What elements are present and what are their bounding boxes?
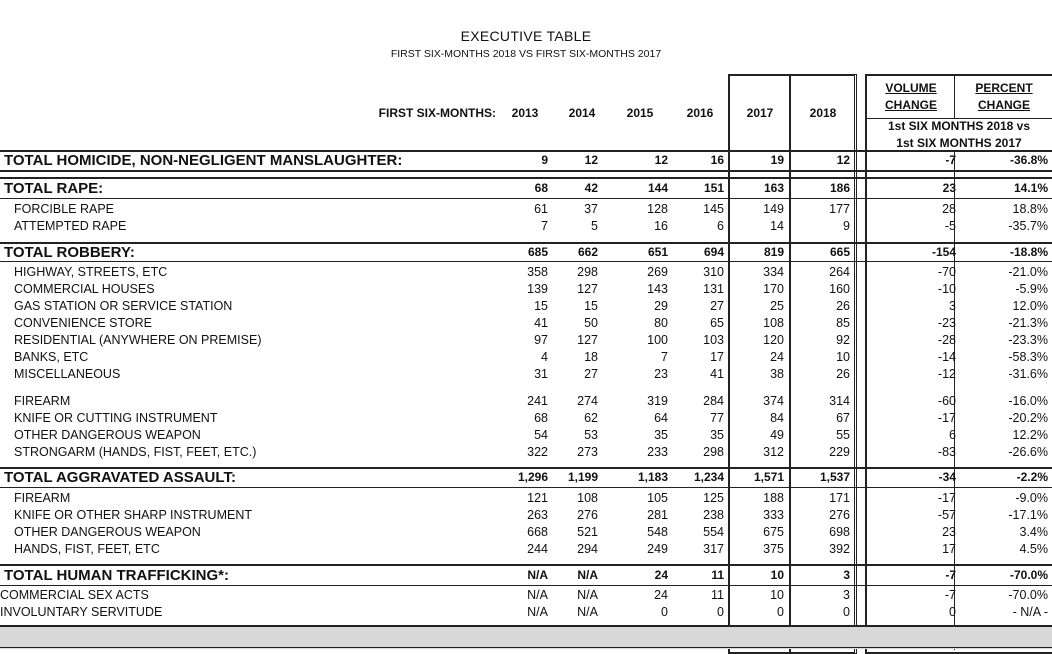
cell-2013: N/A [527, 588, 548, 602]
cell-volume-change: -7 [945, 153, 956, 167]
cell-percent-change: 4.5% [1019, 542, 1048, 556]
cell-2015: 7 [661, 350, 668, 364]
header-year-2015: 2015 [626, 106, 654, 120]
cell-2016: 6 [717, 219, 724, 233]
row-label: FORCIBLE RAPE [14, 202, 115, 216]
cell-2015: 269 [647, 265, 668, 279]
cell-2018: 186 [829, 181, 850, 195]
cell-2015: 12 [654, 153, 668, 167]
table-rule [0, 170, 1052, 172]
cell-2015: 281 [647, 508, 668, 522]
cell-2014: 18 [584, 350, 598, 364]
row-label: TOTAL AGGRAVATED ASSAULT: [4, 469, 236, 486]
cell-2017: 1,571 [753, 470, 784, 484]
cell-2014: N/A [577, 588, 598, 602]
cell-2013: 31 [534, 367, 548, 381]
cell-percent-change: -26.6% [1008, 445, 1048, 459]
cell-2014: 50 [584, 316, 598, 330]
page-title: EXECUTIVE TABLE [460, 28, 592, 44]
cell-percent-change: -9.0% [1015, 491, 1048, 505]
row-label: BANKS, ETC [14, 350, 89, 364]
cell-volume-change: 23 [942, 525, 956, 539]
cell-percent-change: 14.1% [1013, 181, 1048, 195]
cell-2018: 264 [829, 265, 850, 279]
row-label: KNIFE OR OTHER SHARP INSTRUMENT [14, 508, 252, 522]
cell-percent-change: -17.1% [1008, 508, 1048, 522]
cell-2014: 294 [577, 542, 598, 556]
cell-2014: N/A [577, 605, 598, 619]
table-rule [0, 647, 1052, 648]
cell-2016: 11 [711, 588, 724, 602]
table-total-row [0, 180, 1052, 197]
cell-percent-change: -21.3% [1008, 316, 1048, 330]
cell-2013: 244 [527, 542, 548, 556]
cell-2016: 317 [703, 542, 724, 556]
cell-percent-change: -31.6% [1008, 367, 1048, 381]
table-row [0, 201, 1052, 218]
table-row [0, 490, 1052, 507]
cell-volume-change: -23 [937, 316, 956, 330]
cell-2016: 11 [711, 568, 724, 582]
cell-volume-change: -57 [937, 508, 956, 522]
cell-2016: 145 [703, 202, 724, 216]
cell-percent-change: -2.2% [1016, 470, 1048, 484]
table-rule [0, 625, 1052, 627]
cell-2016: 238 [703, 508, 724, 522]
cell-2017: 84 [770, 411, 784, 425]
cell-percent-change: 18.8% [1012, 202, 1048, 216]
table-rule [0, 150, 1052, 152]
cell-2016: 16 [710, 153, 724, 167]
cell-2013: 668 [527, 525, 548, 539]
cell-2014: 521 [577, 525, 598, 539]
cell-2018: 665 [829, 245, 850, 259]
cell-2013: 68 [534, 181, 548, 195]
cell-2017: 38 [770, 367, 784, 381]
cell-2013: 7 [541, 219, 548, 233]
cell-2017: 10 [770, 588, 784, 602]
cell-2013: 241 [527, 394, 548, 408]
cell-2016: 694 [703, 245, 724, 259]
cell-2018: 92 [836, 333, 850, 347]
change-divider [954, 74, 955, 118]
cell-percent-change: -5.9% [1015, 282, 1048, 296]
cell-2017: 375 [763, 542, 784, 556]
cell-2015: 100 [647, 333, 668, 347]
cell-2013: 9 [541, 153, 548, 167]
cell-2014: 1,199 [567, 470, 598, 484]
table-row [0, 507, 1052, 524]
cell-percent-change: -36.8% [1009, 153, 1048, 167]
row-label: TOTAL ROBBERY: [4, 244, 135, 261]
cell-2018: 9 [843, 219, 850, 233]
cell-2017: 374 [763, 394, 784, 408]
cell-volume-change: -28 [937, 333, 956, 347]
page-subtitle: FIRST SIX-MONTHS 2018 VS FIRST SIX-MONTHS 2017 [390, 48, 662, 60]
cell-percent-change: 3.4% [1019, 525, 1048, 539]
cell-2014: 127 [577, 282, 598, 296]
cell-2017: 0 [777, 605, 784, 619]
header-year-2017: 2017 [746, 106, 774, 120]
cell-2014: 108 [577, 491, 598, 505]
header-row-label: FIRST SIX-MONTHS: [378, 106, 496, 120]
cell-2018: 55 [836, 428, 850, 442]
cell-2013: 68 [534, 411, 548, 425]
cell-2014: 27 [584, 367, 598, 381]
table-row [0, 524, 1052, 541]
cell-2014: 15 [584, 299, 598, 313]
header-percent-line2: CHANGE [977, 98, 1030, 112]
row-label: STRONGARM (HANDS, FIST, FEET, ETC.) [14, 445, 257, 459]
cell-2018: 26 [836, 299, 850, 313]
cell-2013: 322 [527, 445, 548, 459]
cell-2018: 171 [829, 491, 850, 505]
cell-2013: 41 [534, 316, 548, 330]
header-percent-change [956, 80, 1052, 114]
cell-percent-change: 12.2% [1012, 428, 1048, 442]
cell-2018: 177 [829, 202, 850, 216]
cell-2015: 128 [647, 202, 668, 216]
cell-2015: 35 [654, 428, 668, 442]
header-year-2013: 2013 [511, 106, 539, 120]
table-rule [0, 198, 1052, 199]
cell-2015: 16 [654, 219, 668, 233]
header-percent-line1: PERCENT [975, 81, 1033, 95]
cell-percent-change: -18.8% [1009, 245, 1048, 259]
cell-2017: 120 [763, 333, 784, 347]
cell-percent-change: -58.3% [1008, 350, 1048, 364]
table-row [0, 587, 1052, 604]
cell-2016: 77 [710, 411, 724, 425]
cell-2016: 0 [717, 605, 724, 619]
cell-2014: 5 [591, 219, 598, 233]
cell-2017: 675 [763, 525, 784, 539]
cell-2015: 1,183 [637, 470, 668, 484]
cell-2015: 249 [647, 542, 668, 556]
cell-2013: 4 [541, 350, 548, 364]
cell-2015: 29 [654, 299, 668, 313]
table-row [0, 298, 1052, 315]
cell-2017: 149 [763, 202, 784, 216]
cell-volume-change: 0 [949, 605, 956, 619]
cell-2016: 65 [710, 316, 724, 330]
cell-volume-change: -17 [937, 491, 956, 505]
cell-volume-change: -70 [937, 265, 956, 279]
cell-2016: 125 [703, 491, 724, 505]
row-label: OTHER DANGEROUS WEAPON [14, 525, 201, 539]
cell-2018: 85 [836, 316, 850, 330]
cell-2014: 12 [584, 153, 598, 167]
table-total-row [0, 152, 1052, 169]
cell-2017: 334 [763, 265, 784, 279]
header-compare-line1: 1st SIX MONTHS 2018 vs [887, 119, 1031, 133]
cell-2018: 1,537 [819, 470, 850, 484]
table-rule [0, 585, 1052, 586]
cell-volume-change: -17 [937, 411, 956, 425]
cell-2013: 54 [534, 428, 548, 442]
header-year-2016: 2016 [686, 106, 714, 120]
cell-2015: 548 [647, 525, 668, 539]
table-row [0, 315, 1052, 332]
cell-percent-change: - N/A - [1012, 605, 1048, 619]
cell-volume-change: -83 [937, 445, 956, 459]
row-label: CONVENIENCE STORE [14, 316, 152, 330]
row-label: TOTAL HUMAN TRAFFICKING*: [4, 567, 229, 584]
row-label: GAS STATION OR SERVICE STATION [14, 299, 233, 313]
cell-percent-change: -21.0% [1008, 265, 1048, 279]
cell-2014: N/A [577, 568, 598, 582]
header-compare-period [866, 118, 1052, 152]
cell-2014: 274 [577, 394, 598, 408]
row-label: FIREARM [14, 394, 71, 408]
table-row [0, 541, 1052, 558]
cell-2014: 127 [577, 333, 598, 347]
row-label: INVOLUNTARY SERVITUDE [0, 605, 163, 619]
cell-volume-change: 17 [942, 542, 956, 556]
table-row [0, 393, 1052, 410]
cell-2013: N/A [527, 568, 548, 582]
row-label: HANDS, FIST, FEET, ETC [14, 542, 160, 556]
cell-2016: 151 [703, 181, 724, 195]
row-label: COMMERCIAL HOUSES [14, 282, 155, 296]
table-row [0, 410, 1052, 427]
cell-2018: 12 [836, 153, 850, 167]
header-volume-line2: CHANGE [884, 98, 937, 112]
cell-2016: 131 [703, 282, 724, 296]
cell-2013: N/A [527, 605, 548, 619]
cell-2017: 819 [763, 245, 784, 259]
row-label: HIGHWAY, STREETS, ETC [14, 265, 168, 279]
cell-volume-change: 23 [942, 181, 956, 195]
cell-2016: 554 [703, 525, 724, 539]
cell-volume-change: -10 [937, 282, 956, 296]
cell-percent-change: -70.0% [1009, 568, 1048, 582]
cell-2015: 233 [647, 445, 668, 459]
cell-volume-change: 6 [949, 428, 956, 442]
cell-2017: 19 [770, 153, 784, 167]
cell-2018: 229 [829, 445, 850, 459]
row-label: RESIDENTIAL (ANYWHERE ON PREMISE) [14, 333, 262, 347]
cell-2015: 651 [647, 245, 668, 259]
cell-2015: 319 [647, 394, 668, 408]
cell-2013: 263 [527, 508, 548, 522]
cell-2016: 298 [703, 445, 724, 459]
cell-2015: 24 [654, 588, 668, 602]
row-label: MISCELLANEOUS [14, 367, 121, 381]
table-rule [0, 242, 1052, 244]
row-label: ATTEMPTED RAPE [14, 219, 127, 233]
header-volume-line1: VOLUME [885, 81, 937, 95]
cell-2016: 103 [703, 333, 724, 347]
cell-2018: 276 [829, 508, 850, 522]
cell-2017: 170 [763, 282, 784, 296]
table-rule [0, 261, 1052, 262]
cell-2014: 273 [577, 445, 598, 459]
row-label: KNIFE OR CUTTING INSTRUMENT [14, 411, 218, 425]
row-label: OTHER DANGEROUS WEAPON [14, 428, 201, 442]
table-row [0, 349, 1052, 366]
cell-2017: 163 [763, 181, 784, 195]
cell-volume-change: -5 [944, 219, 956, 233]
cell-2016: 27 [710, 299, 724, 313]
cell-2017: 333 [763, 508, 784, 522]
table-rule [0, 177, 1052, 179]
cell-volume-change: -7 [944, 588, 956, 602]
cell-2018: 0 [843, 605, 850, 619]
cell-2015: 0 [661, 605, 668, 619]
cell-2013: 358 [527, 265, 548, 279]
cell-2014: 62 [584, 411, 598, 425]
cell-volume-change: -12 [937, 367, 956, 381]
cell-percent-change: -35.7% [1008, 219, 1048, 233]
cell-volume-change: -60 [937, 394, 956, 408]
cell-2017: 25 [770, 299, 784, 313]
cell-2013: 685 [527, 245, 548, 259]
cell-2018: 698 [829, 525, 850, 539]
cell-2017: 24 [770, 350, 784, 364]
cell-2018: 392 [829, 542, 850, 556]
cell-volume-change: 28 [942, 202, 956, 216]
cell-2018: 67 [836, 411, 850, 425]
cell-2017: 108 [763, 316, 784, 330]
header-year-2014: 2014 [568, 106, 596, 120]
table-row [0, 444, 1052, 461]
cell-percent-change: -16.0% [1008, 394, 1048, 408]
cell-2013: 97 [534, 333, 548, 347]
table-rule [0, 467, 1052, 469]
row-label: COMMERCIAL SEX ACTS [0, 588, 149, 602]
cell-2013: 61 [534, 202, 548, 216]
cell-2014: 37 [584, 202, 598, 216]
cell-2013: 1,296 [517, 470, 548, 484]
cell-2015: 80 [654, 316, 668, 330]
cell-2014: 53 [584, 428, 598, 442]
cell-2016: 17 [710, 350, 724, 364]
header-year-2018: 2018 [809, 106, 837, 120]
cell-2015: 23 [654, 367, 668, 381]
cell-2018: 10 [836, 350, 850, 364]
cell-volume-change: 3 [949, 299, 956, 313]
table-rule [0, 564, 1052, 566]
table-row [0, 366, 1052, 383]
cell-volume-change: -34 [938, 470, 956, 484]
cell-2018: 26 [836, 367, 850, 381]
table-row [0, 604, 1052, 621]
cell-2016: 41 [710, 367, 724, 381]
cell-2018: 3 [843, 568, 850, 582]
table-row [0, 281, 1052, 298]
cell-2013: 15 [534, 299, 548, 313]
cell-2016: 284 [703, 394, 724, 408]
row-label: FIREARM [14, 491, 71, 505]
cell-2015: 105 [647, 491, 668, 505]
cell-percent-change: -70.0% [1008, 588, 1048, 602]
cell-volume-change: -14 [937, 350, 956, 364]
table-total-row [0, 244, 1052, 261]
cell-2017: 10 [770, 568, 784, 582]
cell-2015: 24 [654, 568, 668, 582]
cell-2017: 14 [770, 219, 784, 233]
cell-2015: 144 [647, 181, 668, 195]
total-violent-crime-shading [0, 627, 1052, 649]
cell-2013: 139 [527, 282, 548, 296]
cell-2014: 662 [577, 245, 598, 259]
row-label: TOTAL RAPE: [4, 180, 104, 197]
cell-2017: 312 [763, 445, 784, 459]
cell-2018: 314 [829, 394, 850, 408]
header-volume-change [868, 80, 954, 114]
cell-2016: 1,234 [693, 470, 724, 484]
cell-2016: 35 [710, 428, 724, 442]
table-total-row [0, 567, 1052, 584]
table-row [0, 427, 1052, 444]
table-rule [0, 487, 1052, 488]
table-row [0, 218, 1052, 235]
table-row [0, 332, 1052, 349]
row-label: TOTAL HOMICIDE, NON-NEGLIGENT MANSLAUGHTER: [4, 152, 403, 169]
cell-percent-change: -23.3% [1008, 333, 1048, 347]
table-row [0, 264, 1052, 281]
cell-volume-change: -154 [931, 245, 956, 259]
cell-volume-change: -7 [945, 568, 956, 582]
cell-2014: 276 [577, 508, 598, 522]
cell-2015: 64 [654, 411, 668, 425]
cell-2014: 298 [577, 265, 598, 279]
cell-percent-change: -20.2% [1008, 411, 1048, 425]
cell-2014: 42 [584, 181, 598, 195]
cell-2018: 3 [843, 588, 850, 602]
cell-2018: 160 [829, 282, 850, 296]
cell-2013: 121 [527, 491, 548, 505]
cell-2017: 188 [763, 491, 784, 505]
cell-2017: 49 [770, 428, 784, 442]
cell-2016: 310 [703, 265, 724, 279]
cell-percent-change: 12.0% [1012, 299, 1048, 313]
table-total-row [0, 469, 1052, 486]
header-compare-line2: 1st SIX MONTHS 2017 [896, 136, 1022, 150]
cell-2015: 143 [647, 282, 668, 296]
